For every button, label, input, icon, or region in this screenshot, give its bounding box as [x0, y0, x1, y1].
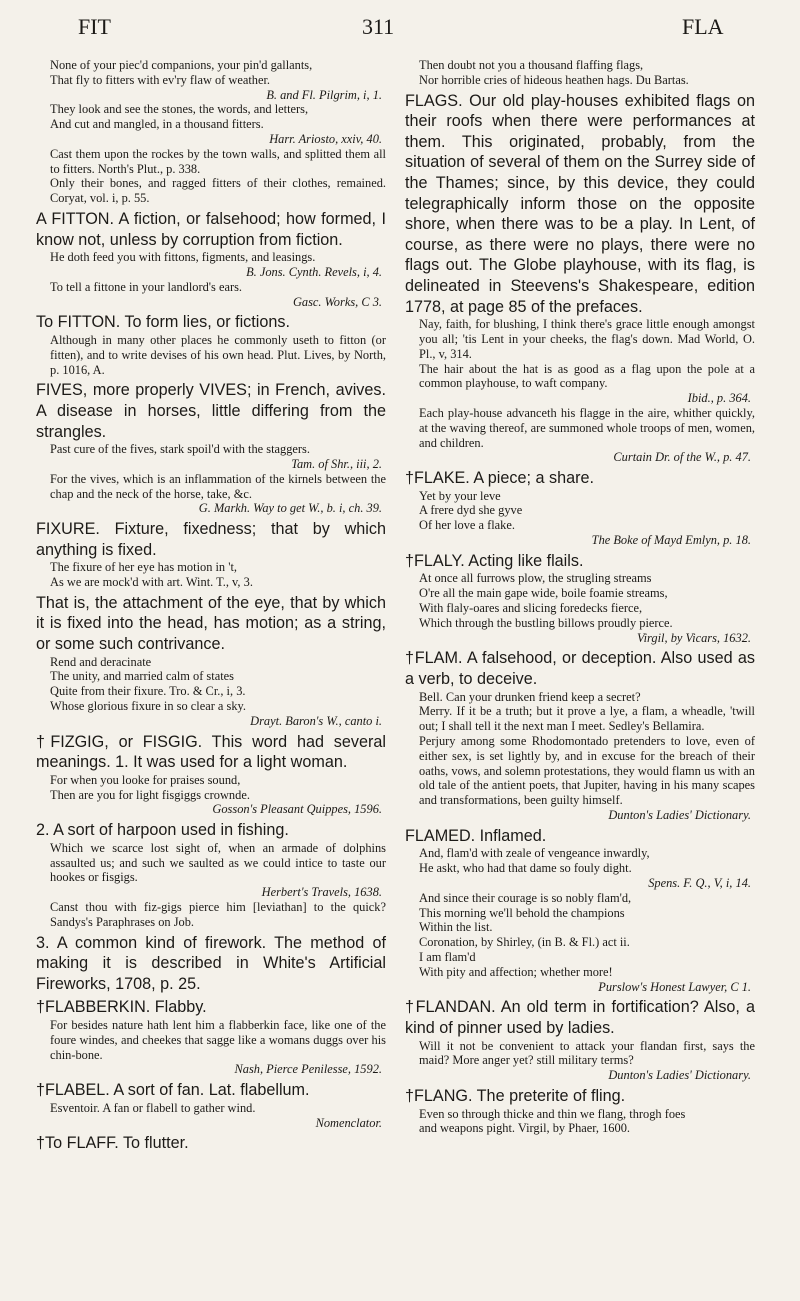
quotation-line: Esventoir. A fan or flabell to gather wind. [50, 1100, 256, 1115]
quotation-block [405, 317, 755, 465]
dictionary-entry [405, 551, 755, 646]
quotation-line: Even so through thicke and thin we flang, throgh foes [419, 1106, 686, 1121]
quotation-line: Merry. If it be a truth; but it prove a lye, a flam, a wheadle, 'twill out; I shall tell it the next man I meet. Sedley's Bellamira. [419, 704, 755, 734]
quotation-line: The unity, and married calm of states [50, 669, 234, 684]
citation-source: Harr. Ariosto, xxiv, 40. [269, 131, 382, 146]
dictionary-entry [36, 58, 386, 206]
quotation-line: O're all the main gape wide, boile foamie streams, [419, 586, 668, 601]
dictionary-entry [36, 732, 386, 818]
citation-source: Herbert's Travels, 1638. [261, 885, 382, 900]
quotation-line: Then doubt not you a thousand flaffing flags, [419, 58, 644, 72]
quotation-line: Each play-house advanceth his flagge in the aire, whither quickly, at the waving thereof, are summoned whole troops of men, women, and children. [419, 405, 755, 450]
quotation-line: For the vives, which is an inflammation of the kirnels between the chap and the neck of the horse, take, &c. [50, 471, 386, 501]
quotation-line: I am flam'd [419, 949, 476, 964]
left-running-head: FIT [78, 14, 111, 39]
quotation-line: For besides nature hath lent him a flabberkin face, like one of the foure windes, and cheekes that sagge like a womans duggs over his chin-bone. [50, 1017, 386, 1062]
entry-headword-definition: †FLAKE. A piece; a share. [405, 469, 594, 488]
quotation-line: And cut and mangled, in a thousand fitters. [50, 117, 264, 132]
dictionary-entry [36, 312, 386, 377]
dictionary-entry [36, 593, 386, 729]
entry-headword-definition: That is, the attachment of the eye, that by which it is fixed into the head, has motion; as a string, or some such contrivance. [36, 593, 386, 654]
dictionary-entry [405, 58, 755, 88]
quotation-line: Which we scarce lost sight of, when an armade of dolphins assaulted us; and such we saulted as we could intice to taste our hookes or fisgigs. [50, 840, 386, 885]
quotation-line: That fly to fitters with ev'ry flaw of weather. [50, 72, 271, 87]
quotation-line: None of your piec'd companions, your pin'd gallants, [50, 58, 313, 72]
quotation-line: With flaly-oares and slicing foredecks fierce, [419, 601, 643, 616]
dictionary-entry [36, 997, 386, 1077]
dictionary-entry [36, 820, 386, 929]
entry-headword-definition: †FLANG. The preterite of fling. [405, 1086, 626, 1105]
citation-source: Purslow's Honest Lawyer, C 1. [598, 979, 751, 994]
quotation-line: Coronation, by Shirley, (in B. & Fl.) act ii. [419, 935, 630, 950]
left-column [36, 58, 386, 1157]
quotation-line: Only their bones, and ragged fitters of their clothes, remained. Coryat, vol. i, p. 55. [50, 176, 386, 206]
right-running-head: FLA [682, 14, 724, 39]
quotation-block [36, 250, 386, 309]
quotation-line: Then are you for light fisgiggs crownde. [50, 787, 250, 802]
entry-headword-definition: †FIZGIG, or FISGIG. This word had several meanings. 1. It was used for a light woman. [36, 732, 386, 772]
citation-source: Ibid., p. 364. [687, 391, 751, 406]
quotation-block [36, 442, 386, 516]
entry-headword-definition: †FLABEL. A sort of fan. Lat. flabellum. [36, 1081, 310, 1100]
citation-source: The Boke of Mayd Emlyn, p. 18. [591, 533, 751, 548]
dictionary-entry [405, 91, 755, 466]
quotation-line: Within the list. [419, 920, 493, 935]
quotation-block [36, 333, 386, 377]
dictionary-entry [36, 1080, 386, 1130]
quotation-block [405, 1107, 755, 1137]
citation-source: Drayt. Baron's W., canto i. [250, 713, 382, 728]
quotation-line: The fixure of her eye has motion in 't, [50, 560, 238, 575]
entry-headword-definition: †FLABBERKIN. Flabby. [36, 998, 207, 1017]
quotation-line: Yet by your leve [419, 488, 501, 503]
quotation-block [405, 58, 755, 88]
quotation-block [36, 1018, 386, 1077]
entry-headword-definition: †FLANDAN. An old term in fortification? Also, a kind of pinner used by ladies. [405, 998, 755, 1037]
quotation-line: Quite from their fixure. Tro. & Cr., i, 3. [50, 684, 246, 699]
quotation-line: He askt, who had that dame so fouly dight. [419, 861, 632, 876]
quotation-block [36, 560, 386, 590]
dictionary-entry [36, 933, 386, 995]
citation-source: Nash, Pierce Penilesse, 1592. [234, 1062, 382, 1077]
quotation-line: For when you looke for praises sound, [50, 772, 241, 787]
quotation-line: At once all furrows plow, the strugling streams [419, 571, 652, 586]
quotation-line: Of her love a flake. [419, 518, 515, 533]
quotation-line: Nay, faith, for blushing, I think there's grace little enough amongst you all; 'tis Lent in your cheeks, the flag's down. Mad World, O. Pl., v, 314. [419, 317, 755, 361]
quotation-line: As we are mock'd with art. Wint. T., v, 3. [50, 575, 253, 590]
running-header [0, 14, 800, 44]
quotation-line: To tell a fittone in your landlord's ears. [50, 279, 242, 294]
citation-source: Dunton's Ladies' Dictionary. [608, 1068, 751, 1083]
quotation-line: He doth feed you with fittons, figments, and leasings. [50, 250, 316, 265]
entry-headword-definition: 2. A sort of harpoon used in fishing. [36, 821, 289, 840]
entry-headword-definition: To FITTON. To form lies, or fictions. [36, 313, 290, 332]
quotation-line: They look and see the stones, the words, and letters, [50, 102, 309, 117]
quotation-line: And since their courage is so nobly flam'd, [419, 890, 632, 905]
quotation-block [36, 655, 386, 729]
quotation-line: The hair about the hat is as good as a flag upon the pole at a common playhouse, to waft company. [419, 361, 755, 391]
quotation-line: Rend and deracinate [50, 654, 152, 669]
dictionary-entry [36, 1133, 386, 1154]
quotation-block [405, 846, 755, 994]
entry-headword-definition: †FLALY. Acting like flails. [405, 551, 584, 570]
quotation-line: Will it not be convenient to attack your flandan first, says the maid? More anger yet? still military terms? [419, 1038, 755, 1068]
citation-source: B. Jons. Cynth. Revels, i, 4. [246, 264, 382, 279]
quotation-block [36, 841, 386, 930]
quotation-block [36, 773, 386, 817]
page-number: 311 [362, 14, 395, 39]
quotation-line: and weapons pight. Virgil, by Phaer, 1600. [419, 1121, 630, 1136]
right-column [405, 58, 755, 1139]
entry-headword-definition: FIVES, more properly VIVES; in French, avives. A disease in horses, little differing from the strangles. [36, 381, 386, 441]
quotation-line: Cast them upon the rockes by the town walls, and splitted them all to fitters. North's Plut., p. 338. [50, 146, 386, 176]
entry-headword-definition: †FLAM. A falsehood, or deception. Also used as a verb, to deceive. [405, 649, 755, 689]
dictionary-entry [405, 468, 755, 548]
dictionary-entry [405, 826, 755, 995]
dictionary-entry [405, 648, 755, 822]
citation-source: Nomenclator. [315, 1115, 382, 1130]
quotation-line: Whose glorious fixure in so clear a sky. [50, 699, 247, 714]
citation-source: Curtain Dr. of the W., p. 47. [613, 450, 751, 465]
quotation-line: With pity and affection; whether more! [419, 964, 613, 979]
dictionary-entry [36, 380, 386, 516]
quotation-block [36, 1101, 386, 1131]
dictionary-entry [405, 997, 755, 1083]
quotation-line: This morning we'll behold the champions [419, 905, 625, 920]
quotation-line: Canst thou with fiz-gigs pierce him [leviathan] to the quick? Sandys's Paraphrases on Job. [50, 900, 386, 929]
entry-headword-definition: †To FLAFF. To flutter. [36, 1134, 189, 1153]
citation-source: Dunton's Ladies' Dictionary. [608, 808, 751, 823]
entry-headword-definition: A FITTON. A fiction, or falsehood; how formed, I know not, unless by corruption from fiction. [36, 209, 386, 249]
citation-source: Tam. of Shr., iii, 2. [291, 456, 382, 471]
dictionary-entry [405, 1086, 755, 1136]
citation-source: Spens. F. Q., V, i, 14. [648, 876, 751, 890]
quotation-line: Past cure of the fives, stark spoil'd with the staggers. [50, 442, 310, 457]
citation-source: Gosson's Pleasant Quippes, 1596. [212, 802, 382, 817]
quotation-line: A frere dyd she gyve [419, 503, 523, 518]
quotation-line: Perjury among some Rhodomontado pretenders to love, even of either sex, is set lightly by, and in excuse for the breach of their oaths, vows, and solemn protestations, they would flamn us with an old tale of the antient poets, that Jupiter, having in his many scapes and transformations, been guilty himself. [419, 734, 755, 808]
quotation-block [36, 58, 386, 206]
quotation-line: Nor horrible cries of hideous heathen hags. Du Bartas. [419, 72, 689, 87]
quotation-block [405, 489, 755, 548]
quotation-line: Although in many other places he commonly useth to fitton (or fitten), and to write devises of his own head. Plut. Lives, by North, p. 1016, A. [50, 332, 386, 377]
citation-source: Virgil, by Vicars, 1632. [636, 630, 751, 645]
citation-source: Gasc. Works, C 3. [292, 294, 382, 309]
quotation-block [405, 690, 755, 823]
citation-source: G. Markh. Way to get W., b. i, ch. 39. [198, 501, 382, 516]
quotation-block [405, 571, 755, 645]
entry-headword-definition: FLAMED. Inflamed. [405, 826, 547, 845]
quotation-block [405, 1039, 755, 1083]
quotation-line: Bell. Can your drunken friend keep a secret? [419, 689, 641, 704]
entry-headword-definition: FIXURE. Fixture, fixedness; that by which anything is fixed. [36, 520, 386, 559]
quotation-line: And, flam'd with zeale of vengeance inwardly, [419, 846, 650, 861]
entry-headword-definition: FLAGS. Our old play-houses exhibited flags on their roofs when there were performances at them. This originated, probably, from the situation of several of them on the Surrey side of the Thames; since, by this device, they could telegraphically inform those on the opposite shore, when there was to be a play. In Lent, of course, as there were no plays, there were no flags out. The Globe playhouse, with its flag, is delineated in Steevens's Shakespeare, edition 1778, at page 85 of the prefaces. [405, 91, 755, 316]
quotation-line: Which through the bustling billows proudly pierce. [419, 615, 673, 630]
entry-headword-definition: 3. A common kind of firework. The method of making it is described in White's Artificial Fireworks, 1708, p. 25. [36, 933, 386, 993]
citation-source: B. and Fl. Pilgrim, i, 1. [266, 87, 382, 102]
dictionary-entry [36, 519, 386, 590]
dictionary-entry [36, 209, 386, 309]
